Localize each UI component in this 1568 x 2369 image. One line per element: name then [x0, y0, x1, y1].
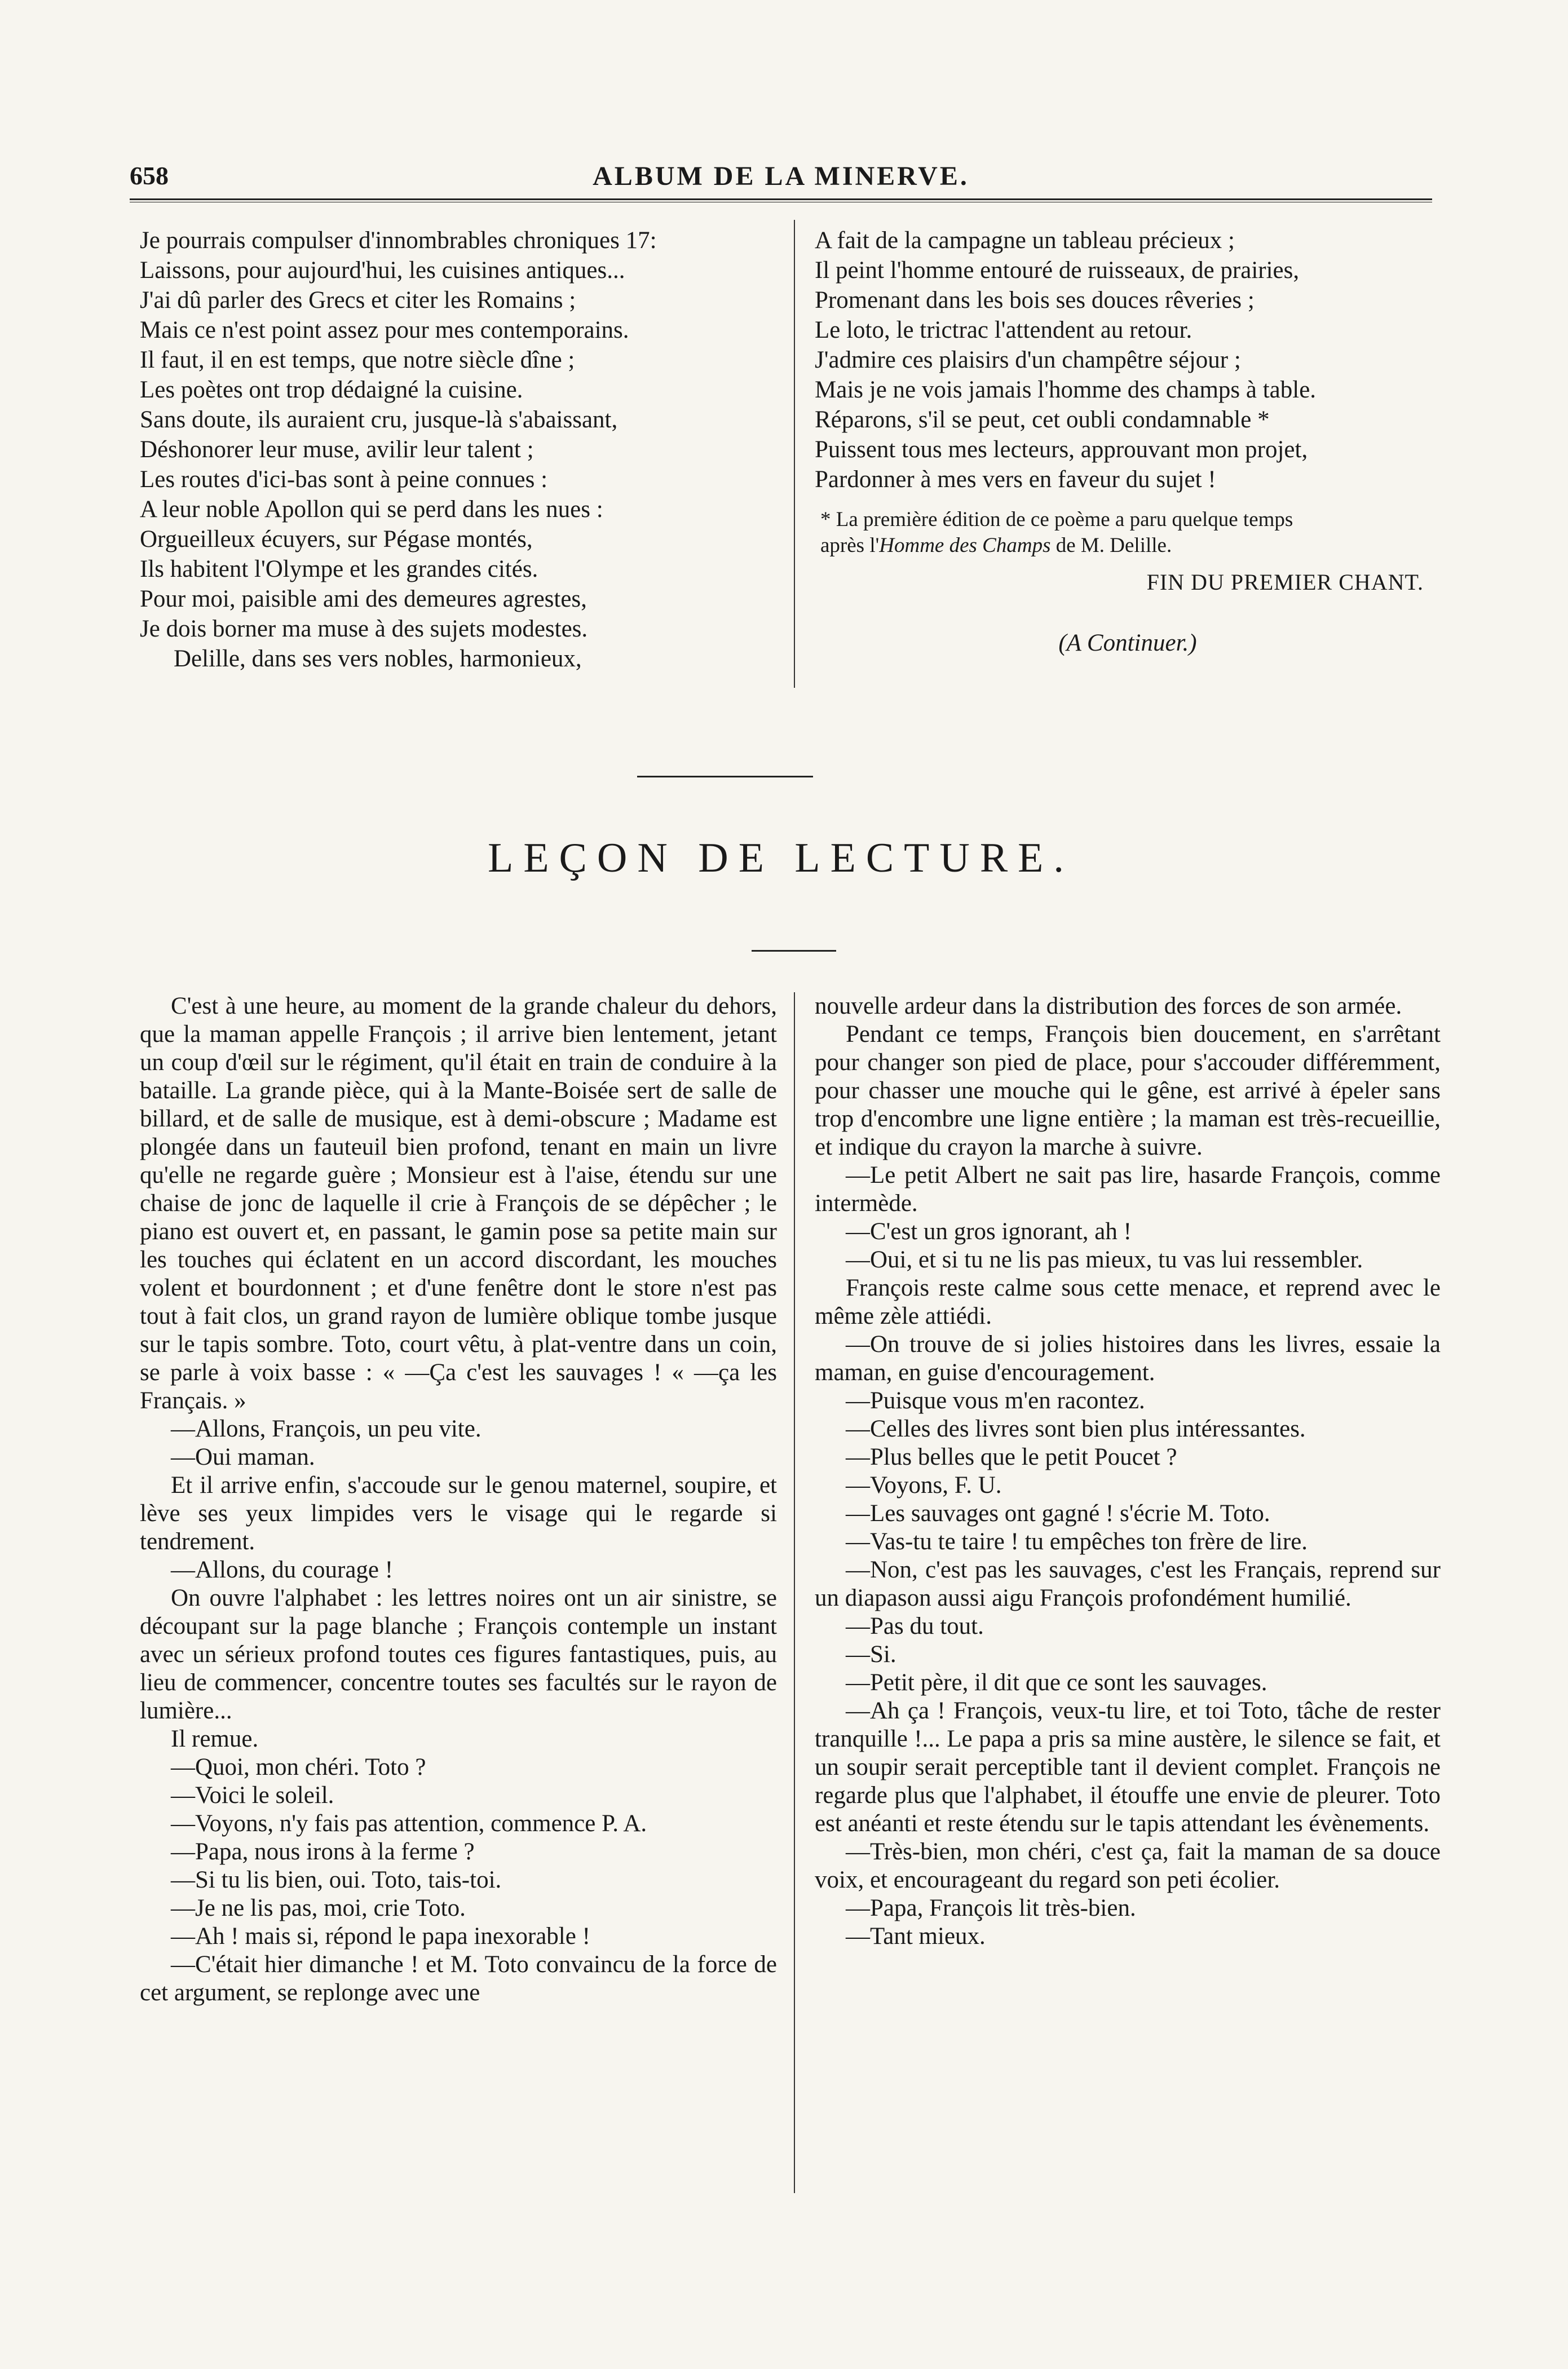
end-of-canto: FIN DU PREMIER CHANT. — [1146, 569, 1424, 595]
paragraph: —Vas-tu te taire ! tu empêches ton frère de lire. — [846, 1528, 1308, 1555]
verse-line: Mais je ne vois jamais l'homme des champs à table. — [815, 377, 1317, 403]
verse-line: Déshonorer leur muse, avilir leur talent ; — [140, 436, 534, 463]
paragraph: —Papa, François lit très-bien. — [846, 1895, 1136, 1921]
paragraph: —Allons, du courage ! — [171, 1557, 394, 1583]
page-number: 658 — [130, 161, 169, 190]
verse-line: Je dois borner ma muse à des sujets modestes. — [140, 616, 588, 642]
running-head — [130, 161, 1432, 195]
verse-line: J'ai dû parler des Grecs et citer les Romains ; — [140, 287, 576, 313]
poem-left-column — [140, 226, 777, 674]
paragraph: —Ah ! mais si, répond le papa inexorable ! — [171, 1923, 590, 1950]
footnote-text: de M. Delille. — [1050, 534, 1172, 557]
verse-line: Orgueilleux écuyers, sur Pégase montés, — [140, 526, 533, 553]
paragraph: Pendant ce temps, François bien doucement, en s'arrêtant pour changer son pied de place, pour s'accouder différemment, pour chasser une mouche qui le gêne, est arrivé à épeler sans trop d'encombre une ligne entière ; la maman est très-recueillie, et indique du crayon la marche à suivre. — [815, 1021, 1441, 1160]
verse-line: Il peint l'homme entouré de ruisseaux, de prairies, — [815, 257, 1300, 284]
header-rule — [130, 198, 1432, 202]
verse-line: Il faut, il en est temps, que notre siècle dîne ; — [140, 347, 575, 373]
paragraph: —Allons, François, un peu vite. — [171, 1416, 482, 1442]
paragraph: —Voyons, n'y fais pas attention, commence P. A. — [171, 1810, 647, 1837]
paragraph: —C'était hier dimanche ! et M. Toto convaincu de la force de cet argument, se replonge avec une — [140, 1951, 777, 2006]
verse-line: Les routes d'ici-bas sont à peine connues : — [140, 466, 548, 493]
paragraph: —Voici le soleil. — [171, 1782, 334, 1809]
verse-line: A fait de la campagne un tableau précieux ; — [815, 227, 1235, 254]
verse-line: Pour moi, paisible ami des demeures agrestes, — [140, 586, 587, 612]
title-rule — [752, 950, 836, 952]
paragraph: —Je ne lis pas, moi, crie Toto. — [171, 1895, 466, 1921]
paragraph: —Non, c'est pas les sauvages, c'est les Français, reprend sur un diapason aussi aigu François profondément humilié. — [815, 1557, 1441, 1611]
verse-line: Pardonner à mes vers en faveur du sujet ! — [815, 466, 1216, 493]
verse-line: Promenant dans les bois ses douces rêveries ; — [815, 287, 1255, 313]
section-rule — [637, 776, 813, 777]
paragraph: Il remue. — [171, 1726, 259, 1752]
paragraph: François reste calme sous cette menace, et reprend avec le même zèle attiédi. — [815, 1275, 1441, 1329]
paragraph: —Quoi, mon chéri. Toto ? — [171, 1754, 426, 1780]
footnote-line — [820, 533, 1441, 559]
verse-line: Réparons, s'il se peut, cet oubli condamnable * — [815, 406, 1270, 433]
article-right-column — [815, 992, 1441, 1951]
paragraph: —Oui, et si tu ne lis pas mieux, tu vas lui ressembler. — [846, 1247, 1363, 1273]
verse-line: Le loto, le trictrac l'attendent au retour. — [815, 317, 1192, 343]
paragraph: —Oui maman. — [171, 1444, 315, 1470]
verse-line: Je pourrais compulser d'innombrables chroniques 17: — [140, 227, 657, 254]
paragraph: —Les sauvages ont gagné ! s'écrie M. Toto. — [846, 1500, 1270, 1527]
footnote-book-title: Homme des Champs — [879, 534, 1051, 557]
paragraph: On ouvre l'alphabet : les lettres noires ont un air sinistre, se découpant sur la page blanche ; François contemple un instant avec un sérieux profond toutes ces figures fantastiques, puis, au lieu de commencer, concentre toutes ses facultés sur le rayon de lumière... — [140, 1585, 777, 1724]
paragraph: —Plus belles que le petit Poucet ? — [846, 1444, 1177, 1470]
paragraph: Et il arrive enfin, s'accoude sur le genou maternel, soupire, et lève ses yeux limpides vers le visage qui le regarde si tendrement. — [140, 1472, 777, 1555]
article-left-column — [140, 992, 777, 2007]
column-divider — [794, 220, 795, 688]
footnote-line: * La première édition de ce poème a paru quelque temps — [820, 508, 1293, 531]
paragraph: —C'est un gros ignorant, ah ! — [846, 1218, 1132, 1245]
paragraph: —Voyons, F. U. — [846, 1472, 1002, 1499]
footnote — [815, 507, 1441, 559]
paragraph: —Celles des livres sont bien plus intéressantes. — [846, 1416, 1306, 1442]
verse-line: Delille, dans ses vers nobles, harmonieux, — [174, 646, 582, 672]
paragraph: —Papa, nous irons à la ferme ? — [171, 1838, 475, 1865]
paragraph: —Si tu lis bien, oui. Toto, tais-toi. — [171, 1867, 502, 1893]
journal-title: ALBUM DE LA MINERVE. — [593, 161, 969, 191]
paragraph: —Si. — [846, 1641, 896, 1668]
paragraph: C'est à une heure, au moment de la grande chaleur du dehors, que la maman appelle François ; il arrive bien lentement, jetant un coup d'œil sur le régiment, qu'il était en train de conduire à la bataille. La grande pièce, qui à la Mante-Boisée sert de salle de billard, et de salle de musique, est à demi-obscure ; Madame est plongée dans un fauteuil bien profond, tenant en main un livre qu'elle ne regarde guère ; Monsieur est à l'aise, étendu sur une chaise de jonc de laquelle il crie à François de se dépêcher ; le piano est ouvert et, en passant, le gamin pose sa petite main sur les touches qui éclatent en un accord discordant, les mouches volent et bourdonnent ; et d'une fenêtre dont le store n'est pas tout à fait clos, un grand rayon de lumière oblique tombe jusque sur le tapis sombre. Toto, court vêtu, à plat-ventre dans un coin, se parle à voix basse : « —Ça c'est les sauvages ! « —ça les Français. » — [140, 993, 777, 1414]
paragraph: —Tant mieux. — [846, 1923, 986, 1950]
verse-line: Ils habitent l'Olympe et les grandes cités. — [140, 556, 538, 582]
poem-right-column — [815, 226, 1441, 657]
paragraph: —Petit père, il dit que ce sont les sauvages. — [846, 1669, 1267, 1696]
column-divider — [794, 992, 795, 2193]
paragraph: —Pas du tout. — [846, 1613, 984, 1639]
verse-line: J'admire ces plaisirs d'un champêtre séjour ; — [815, 347, 1241, 373]
paragraph: —Le petit Albert ne sait pas lire, hasarde François, comme intermède. — [815, 1162, 1441, 1217]
verse-line: Sans doute, ils auraient cru, jusque-là s'abaissant, — [140, 406, 618, 433]
paragraph: —Ah ça ! François, veux-tu lire, et toi Toto, tâche de rester tranquille !... Le papa a pris sa mine austère, le silence se fait, et un soupir serait perceptible tant il devient complet. François ne regarde plus que l'alphabet, il étouffe une envie de pleurer. Toto est anéanti et reste étendu sur le tapis attendant les évènements. — [815, 1698, 1441, 1837]
paragraph: nouvelle ardeur dans la distribution des forces de son armée. — [815, 993, 1402, 1019]
paragraph: —Très-bien, mon chéri, c'est ça, fait la maman de sa douce voix, et encourageant du regard son peti écolier. — [815, 1838, 1441, 1893]
verse-line: A leur noble Apollon qui se perd dans les nues : — [140, 496, 603, 523]
verse-line: Mais ce n'est point assez pour mes contemporains. — [140, 317, 629, 343]
paragraph: —On trouve de si jolies histoires dans les livres, essaie la maman, en guise d'encouragement. — [815, 1331, 1441, 1386]
paragraph: —Puisque vous m'en racontez. — [846, 1387, 1145, 1414]
article-title: LEÇON DE LECTURE. — [488, 835, 1074, 881]
verse-line: Les poètes ont trop dédaigné la cuisine. — [140, 377, 523, 403]
verse-line: Laissons, pour aujourd'hui, les cuisines antiques... — [140, 257, 625, 284]
verse-line: Puissent tous mes lecteurs, approuvant mon projet, — [815, 436, 1308, 463]
footnote-text: après l' — [820, 534, 880, 557]
to-be-continued: (A Continuer.) — [1058, 630, 1197, 656]
